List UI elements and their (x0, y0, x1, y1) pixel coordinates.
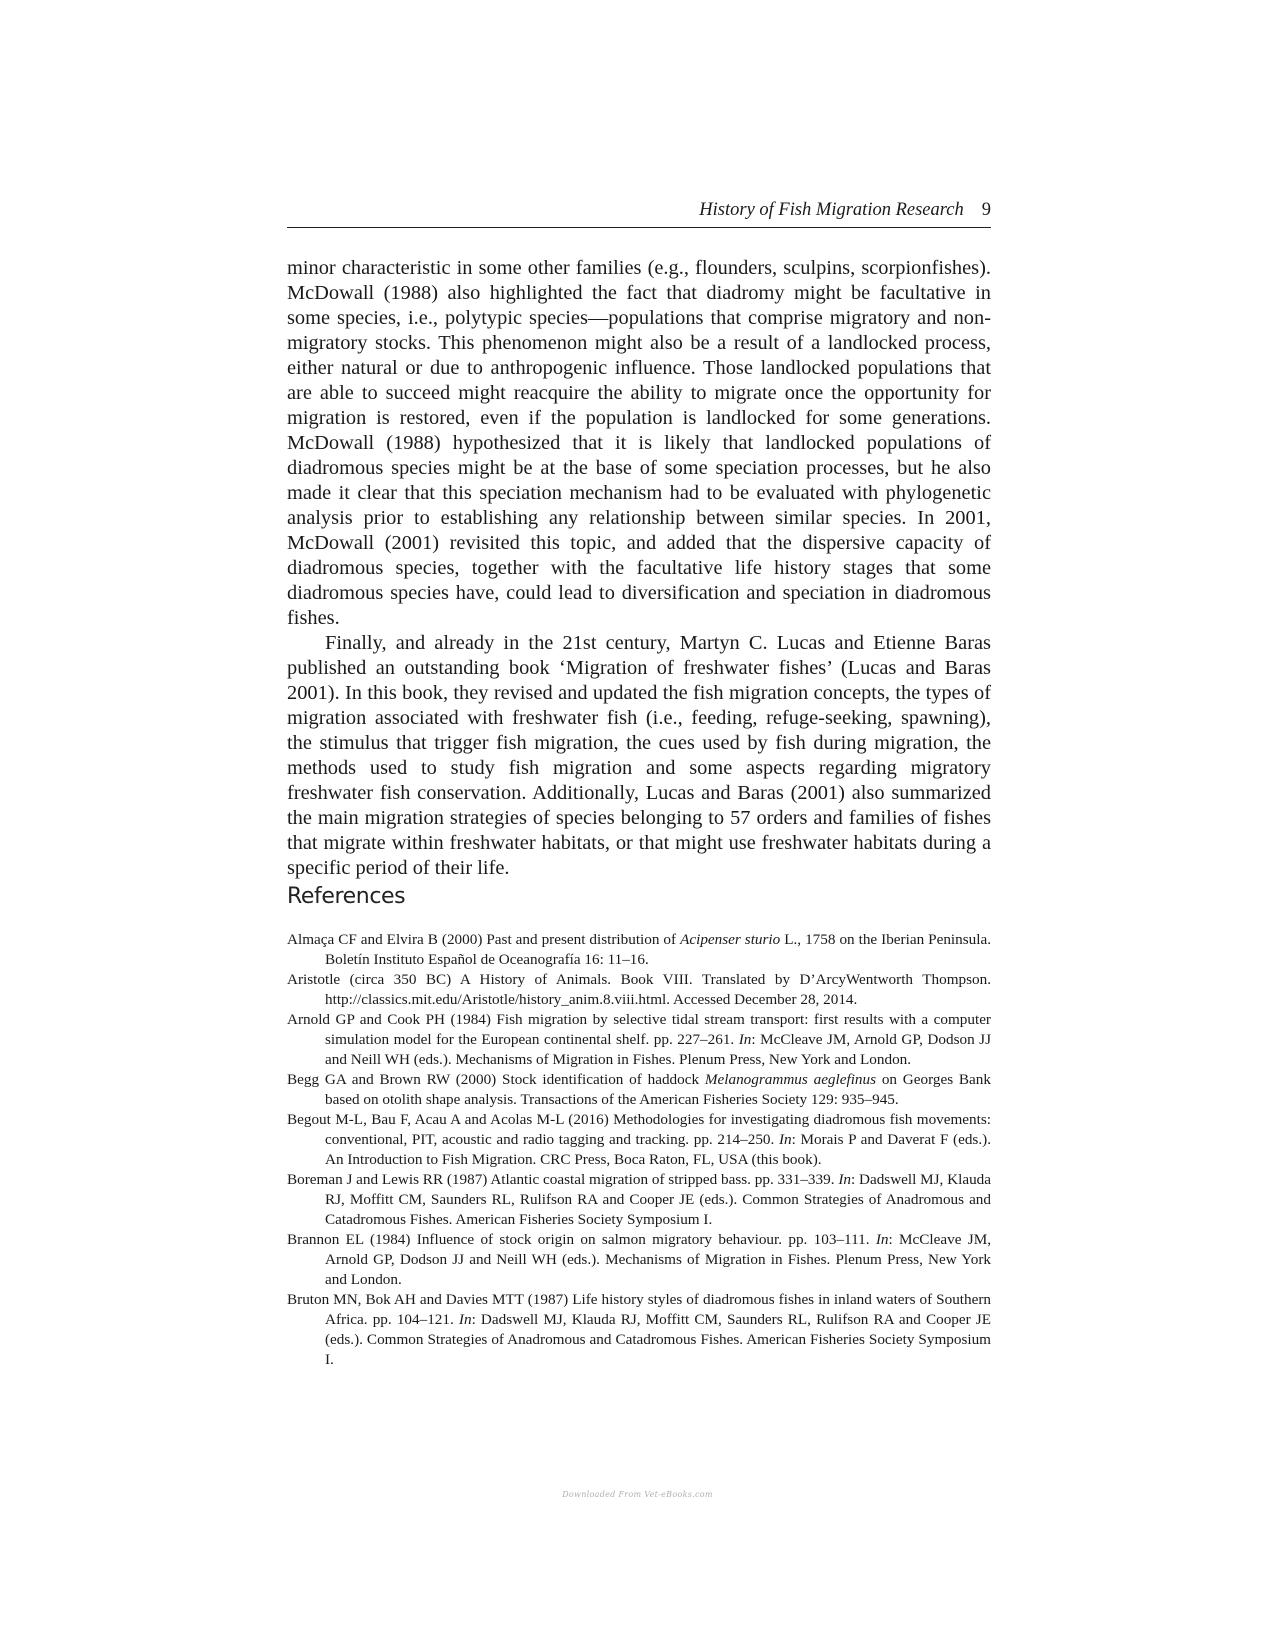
reference-item: Brannon EL (1984) Influence of stock origin on salmon migratory behaviour. pp. 103–111. In: McCleave JM, Arnold GP, Dodson JJ and Neill WH (eds.). Mechanisms of Migration in Fishes. Plenum Press, New York and London. (287, 1231, 992, 1288)
reference-item: Almaça CF and Elvira B (2000) Past and present distribution of Acipenser sturio L., 1758 on the Iberian Peninsula. Boletín Instituto Español de Oceanografía 16: 11–16. (287, 931, 991, 968)
references-heading: References (287, 884, 406, 909)
reference-item: Aristotle (circa 350 BC) A History of Animals. Book VIII. Translated by D’ArcyWentworth Thompson. http://classics.mit.edu/Aristotle/history_anim.8.viii.html. Accessed December 28, 2014. (287, 971, 991, 1008)
reference-item: Bruton MN, Bok AH and Davies MTT (1987) Life history styles of diadromous fishes in inland waters of Southern Africa. pp. 104–121. In: Dadswell MJ, Klauda RJ, Moffitt CM, Saunders RL, Rulifson RA and Cooper JE (eds.). Common Strategies of Anadromous and Catadromous Fishes. American Fisheries Society Symposium I. (287, 1291, 991, 1368)
body-text (287, 256, 991, 881)
watermark: Downloaded From Vet-eBooks.com (562, 1490, 713, 1499)
running-header (287, 200, 991, 228)
reference-item: Begout M-L, Bau F, Acau A and Acolas M-L (2016) Methodologies for investigating diadromous fish movements: conventional, PIT, acoustic and radio tagging and tracking. pp. 214–250. In: Morais P and Daverat F (eds.). An Introduction to Fish Migration. CRC Press, Boca Raton, FL, USA (this book). (287, 1111, 991, 1168)
reference-item: Begg GA and Brown RW (2000) Stock identification of haddock Melanogrammus aeglefinus on Georges Bank based on otolith shape analysis. Transactions of the American Fisheries Society 129: 935–945. (287, 1071, 991, 1108)
paragraph: minor characteristic in some other families (e.g., flounders, sculpins, scorpionfishes). McDowall (1988) also highlighted the fact that diadromy might be facultative in some species, i.e., polytypic species—populations that comprise migratory and non-migratory stocks. This phenomenon might also be a result of a landlocked process, either natural or due to anthropogenic influence. Those landlocked populations that are able to succeed might reacquire the ability to migrate once the opportunity for migration is restored, even if the population is landlocked for some generations. McDowall (1988) hypothesized that it is likely that landlocked populations of diadromous species might be at the base of some speciation processes, but he also made it clear that this speciation mechanism had to be evaluated with phylogenetic analysis prior to establishing any relationship between similar species. In 2001, McDowall (2001) revisited this topic, and added that the dispersive capacity of diadromous species, together with the facultative life history stages that some diadromous species have, could lead to diversification and speciation in diadromous fishes. (287, 257, 991, 629)
running-title: History of Fish Migration Research (699, 200, 964, 220)
page-number: 9 (981, 200, 991, 220)
paragraph: Finally, and already in the 21st century, Martyn C. Lucas and Etienne Baras published an outstanding book ‘Migration of freshwater fishes’ (Lucas and Baras 2001). In this book, they revised and updated the fish migration concepts, the types of migration associated with freshwater fish (i.e., feeding, refuge-seeking, spawning), the stimulus that trigger fish migration, the cues used by fish during migration, the methods used to study fish migration and some aspects regarding migratory freshwater fish conservation. Additionally, Lucas and Baras (2001) also summarized the main migration strategies of species belonging to 57 orders and families of fishes that migrate within freshwater habitats, or that might use freshwater habitats during a specific period of their life. (287, 632, 991, 879)
reference-list (287, 930, 991, 1370)
reference-item: Boreman J and Lewis RR (1987) Atlantic coastal migration of stripped bass. pp. 331–339. In: Dadswell MJ, Klauda RJ, Moffitt CM, Saunders RL, Rulifson RA and Cooper JE (eds.). Common Strategies of Anadromous and Catadromous Fishes. American Fisheries Society Symposium I. (287, 1171, 992, 1228)
reference-item: Arnold GP and Cook PH (1984) Fish migration by selective tidal stream transport: first results with a computer simulation model for the European continental shelf. pp. 227–261. In: McCleave JM, Arnold GP, Dodson JJ and Neill WH (eds.). Mechanisms of Migration in Fishes. Plenum Press, New York and London. (287, 1011, 991, 1068)
